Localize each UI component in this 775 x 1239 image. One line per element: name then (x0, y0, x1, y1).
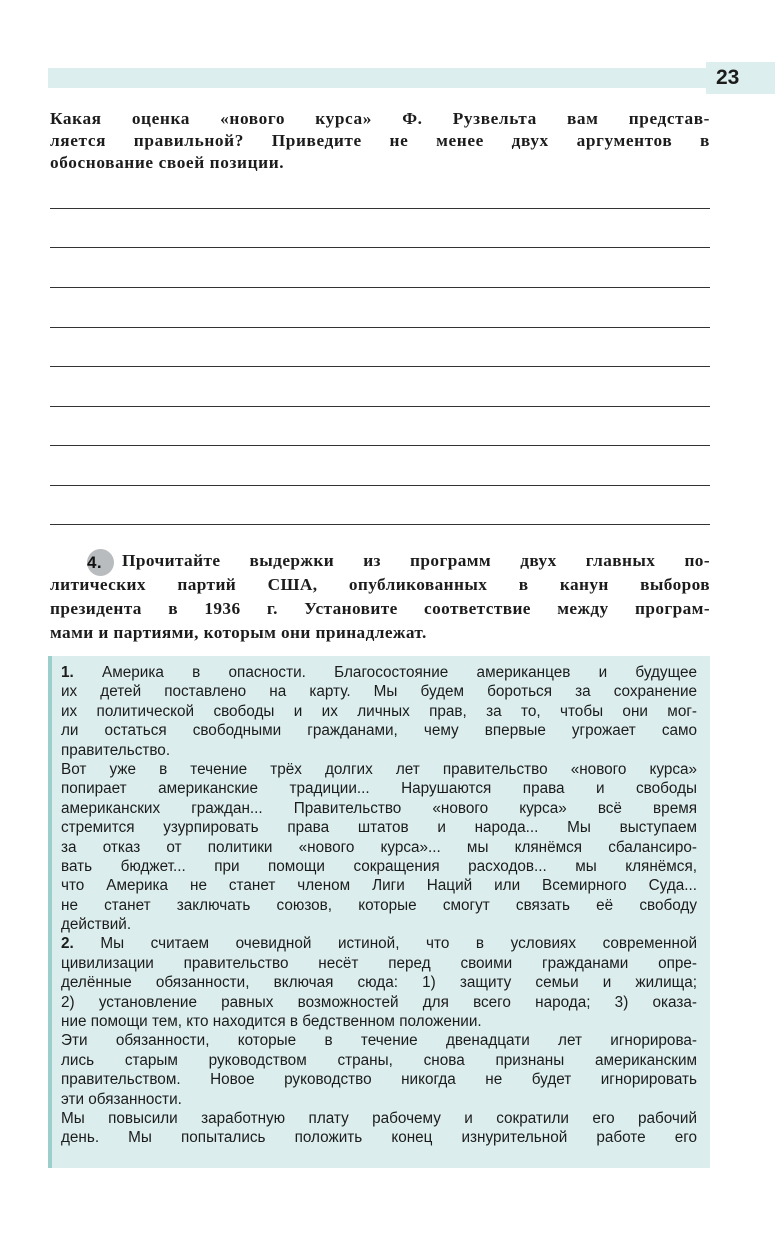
task-line: литических партий США, опубликованных в канун выборов (50, 575, 710, 594)
excerpt-line: Мы повысили заработную плату рабочему и сократили его рабочий (61, 1109, 697, 1127)
page-number: 23 (706, 62, 775, 94)
question-line: ляется правильной? Приведите не менее двух аргументов в (50, 131, 710, 150)
excerpt-line: Вот уже в течение трёх долгих лет правительство «нового курса» (61, 760, 697, 778)
answer-line-4[interactable] (50, 327, 710, 328)
excerpt-line: их политической свободы и их личных прав, за то, чтобы они мог- (61, 702, 697, 720)
item-2-number: 2. (61, 935, 74, 953)
excerpt-line: день. Мы попытались положить конец изнурительной работе его (61, 1129, 697, 1147)
excerpt-line: 2) установление равных возможностей для всего народа; 3) оказа- (61, 993, 697, 1011)
item-1-number: 1. (61, 664, 74, 681)
task-line: 4. Прочитайте выдержки из программ двух главных по- (50, 549, 710, 573)
task-4 (50, 549, 710, 645)
excerpt-text (61, 663, 697, 1148)
excerpt-line: делённые обязанности, включая сюда: 1) защиту семьи и жилища; (61, 974, 697, 992)
answer-line-1[interactable] (50, 208, 710, 209)
excerpt-line: не станет заключать союзов, которые смогут связать её свободу (61, 896, 697, 914)
excerpt-line: 1. Америка в опасности. Благосостояние американцев и будущее (61, 664, 698, 681)
excerpt-line: ние помощи тем, кто находится в бедственном положении. (61, 1013, 482, 1031)
excerpt-line: эти обязанности. (61, 1090, 182, 1108)
excerpt-line: стремится узурпировать права штатов и народа... Мы выступаем (61, 819, 697, 837)
excerpt-line: действий. (61, 916, 132, 934)
answer-line-2[interactable] (50, 247, 710, 248)
excerpt-line: Эти обязанности, которые в течение двенадцати лет игнорирова- (61, 1032, 697, 1050)
answer-line-3[interactable] (50, 287, 710, 288)
excerpt-line: цивилизации правительство несёт перед своими гражданами опре- (61, 954, 697, 972)
excerpt-line: вать бюджет... при помощи сокращения расходов... мы клянёмся, (61, 857, 697, 875)
excerpt-line: за отказ от политики «нового курса»... мы клянёмся сбалансиро- (61, 838, 697, 856)
question-line: Какая оценка «нового курса» Ф. Рузвельта вам представ- (50, 109, 710, 128)
excerpt-line: лись старым руководством страны, снова признаны американским (61, 1051, 697, 1069)
excerpt-line: американских граждан... Правительство «нового курса» всё время (61, 799, 697, 817)
answer-line-8[interactable] (50, 485, 710, 486)
excerpt-line: правительством. Новое руководство никогда не будет игнорировать (61, 1071, 697, 1089)
task-number-badge: 4. (87, 549, 114, 576)
excerpt-line: их детей поставлено на карту. Мы будем бороться за сохранение (61, 683, 697, 701)
answer-line-9[interactable] (50, 524, 710, 525)
excerpt-line: 2. Мы считаем очевидной истиной, что в условиях современной (61, 935, 698, 953)
excerpt-line: что Америка не станет членом Лиги Наций или Всемирного Суда... (61, 877, 697, 895)
header-band (48, 68, 708, 88)
answer-line-6[interactable] (50, 406, 710, 407)
answer-line-5[interactable] (50, 366, 710, 367)
question-line: обоснование своей позиции. (50, 153, 285, 172)
excerpt-line: попирает американские традиции... Нарушаются права и свободы (61, 780, 697, 798)
answer-line-7[interactable] (50, 445, 710, 446)
task-line: президента в 1936 г. Установите соответствие между програм- (50, 599, 710, 618)
excerpt-line: ли остаться свободными гражданами, чему впервые угрожает само (61, 722, 697, 740)
question-text (50, 108, 710, 174)
task-line: мами и партиями, которым они принадлежат. (50, 623, 427, 642)
excerpt-line: правительство. (61, 741, 171, 759)
